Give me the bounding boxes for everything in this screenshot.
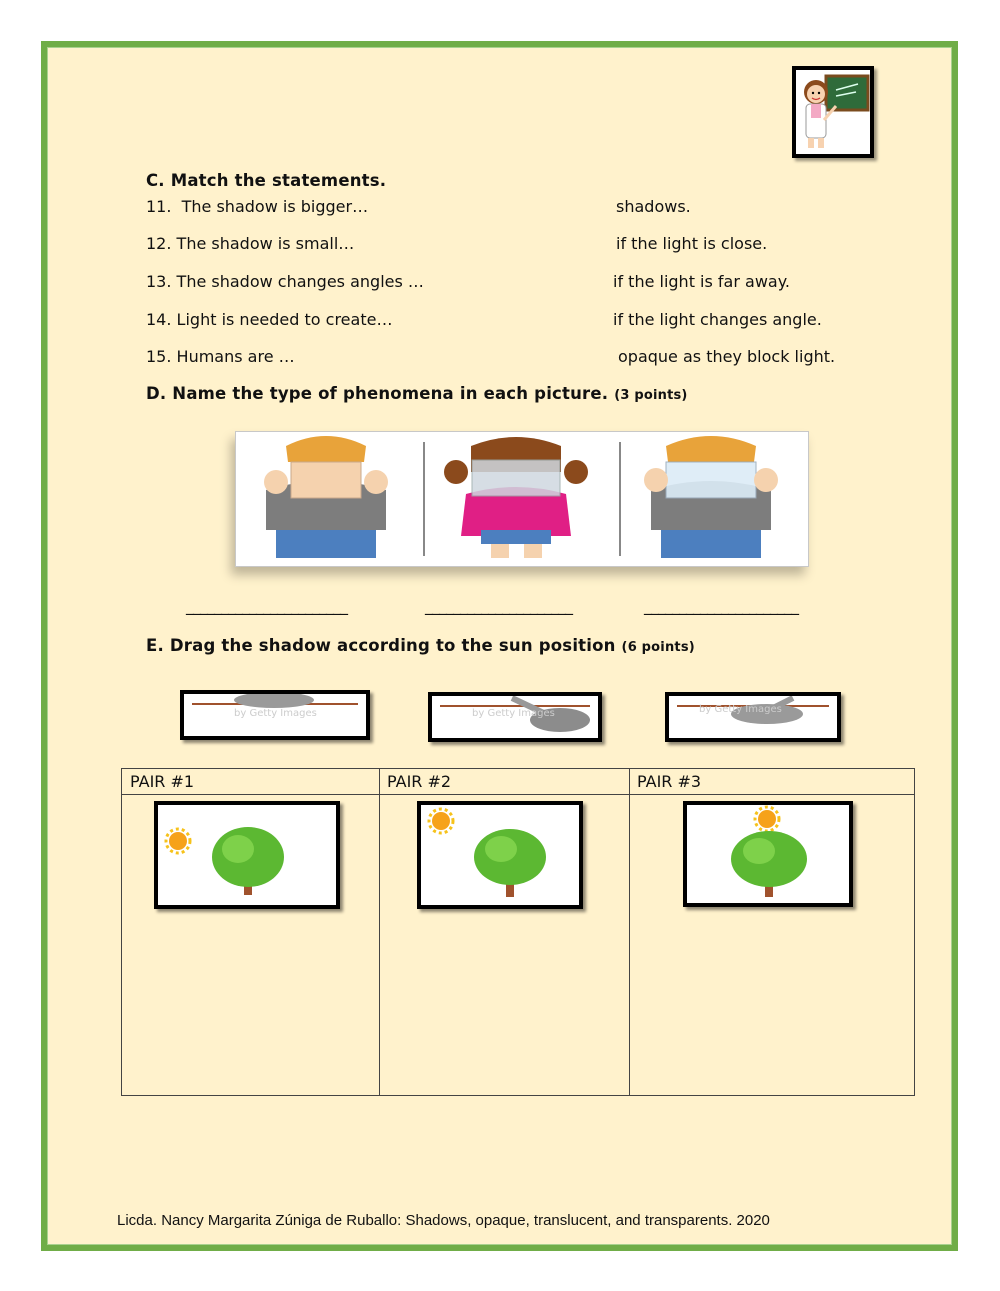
pair-2-column[interactable] [379,769,630,1095]
pair-3-column[interactable] [629,769,914,1095]
pairs-table [121,768,915,1096]
translucent-girl-figure [444,437,588,558]
pair-2-header: PAIR #2 [379,769,629,795]
match-option-3[interactable]: if the light is far away. [613,272,790,291]
tree-icon [212,827,284,895]
draggable-shadow-3[interactable] [665,692,841,742]
tree-sun-picture-1 [154,801,340,909]
answer-blank-1[interactable]: _______________________ [186,596,347,615]
tree-icon [474,829,546,897]
teacher-clipart-icon [792,66,874,158]
statement-15: 15. Humans are … [146,347,295,366]
match-option-4[interactable]: if the light changes angle. [613,310,822,329]
statement-13: 13. The shadow changes angles … [146,272,424,291]
statement-14: 14. Light is needed to create… [146,310,393,329]
watermark-text: by Getty Images [234,708,317,719]
watermark-text: by Getty Images [472,708,555,719]
pair-1-header: PAIR #1 [122,769,379,795]
section-e-heading: E. Drag the shadow according to the sun position (6 points) [146,636,695,655]
sun-icon [429,809,453,833]
section-d-heading: D. Name the type of phenomena in each picture. (3 points) [146,384,688,403]
transparent-boy-figure [644,436,778,558]
tree-icon [731,831,807,897]
draggable-shadow-2[interactable] [428,692,602,742]
phenomena-picture [235,431,809,567]
draggable-shadow-1[interactable] [180,690,370,740]
match-option-2[interactable]: if the light is close. [616,234,768,253]
opaque-boy-figure [264,436,388,558]
match-option-1[interactable]: shadows. [616,197,691,216]
answer-blank-2[interactable]: _____________________ [425,596,572,615]
sun-icon [755,807,779,831]
section-c-heading: C. Match the statements. [146,171,387,190]
match-option-5[interactable]: opaque as they block light. [618,347,836,366]
answer-blank-3[interactable]: ______________________ [644,596,798,615]
pair-3-header: PAIR #3 [629,769,914,795]
footer-credit: Licda. Nancy Margarita Zúniga de Ruballo: Shadows, opaque, translucent, and transparents. 2020 [117,1212,770,1229]
tree-sun-picture-2 [417,801,583,909]
sun-icon [166,829,190,853]
statement-12: 12. The shadow is small… [146,234,355,253]
statement-11: 11. The shadow is bigger… [146,197,369,216]
pair-1-column[interactable] [122,769,380,1095]
worksheet-page [41,41,958,1251]
watermark-text: by Getty Images [699,704,782,715]
tree-sun-picture-3 [683,801,853,907]
